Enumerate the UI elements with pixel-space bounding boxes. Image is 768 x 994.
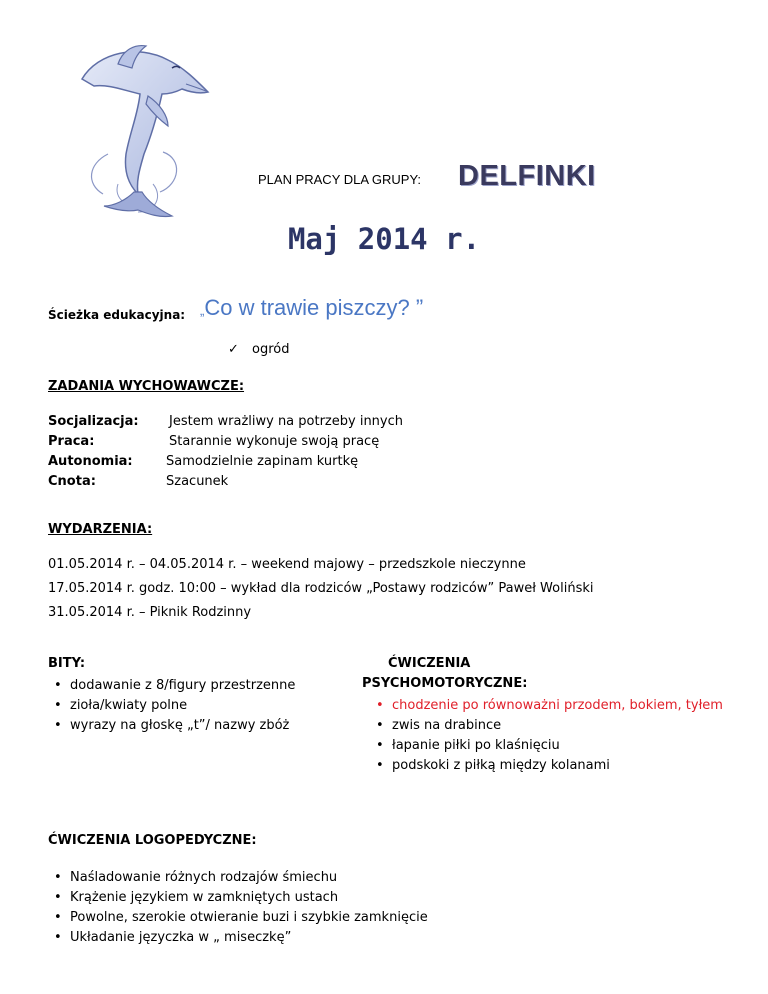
logo-heading: ĆWICZENIA LOGOPEDYCZNE: <box>48 833 257 848</box>
plan-label: PLAN PRACY DLA GRUPY: <box>258 172 422 187</box>
month-title: Maj 2014 r. <box>287 222 481 256</box>
checkmark-icon: ✓ <box>228 342 239 357</box>
list-item: • podskoki z piłką między kolanami <box>370 756 600 776</box>
list-item: • zioła/kwiaty polne <box>48 696 295 716</box>
task-label: Cnota: <box>48 474 96 489</box>
checklist-item <box>228 342 289 357</box>
event-item: 31.05.2014 r. – Piknik Rodzinny <box>48 605 252 620</box>
bity-list <box>48 676 295 736</box>
task-label: Autonomia: <box>48 454 133 469</box>
list-item: • Powolne, szerokie otwieranie buzi i szybkie zamknięcie <box>48 908 428 928</box>
bity-heading: BITY: <box>48 656 86 671</box>
psycho-heading-line1: ĆWICZENIA <box>388 656 471 671</box>
task-value: Starannie wykonuje swoją pracę <box>169 434 380 449</box>
task-value: Samodzielnie zapinam kurtkę <box>166 454 359 469</box>
path-title <box>200 295 423 321</box>
task-value: Szacunek <box>166 474 229 489</box>
list-item: • Układanie języczka w „ miseczkę” <box>48 928 428 948</box>
list-item: • łapanie piłki po klaśnięciu <box>370 736 600 756</box>
event-item: 01.05.2014 r. – 04.05.2014 r. – weekend majowy – przedszkole nieczynne <box>48 557 526 572</box>
task-value: Jestem wrażliwy na potrzeby innych <box>169 414 403 429</box>
dolphin-illustration <box>68 34 218 224</box>
path-label: Ścieżka edukacyjna: <box>48 308 186 322</box>
tasks-heading: ZADANIA WYCHOWAWCZE: <box>48 379 245 394</box>
list-item: • Krążenie językiem w zamkniętych ustach <box>48 888 428 908</box>
task-label: Praca: <box>48 434 95 449</box>
list-item: • wyrazy na głoskę „t”/ nazwy zbóż <box>48 716 295 736</box>
path-title-text: Co w trawie piszczy? ” <box>204 295 424 320</box>
list-item: • chodzenie po równoważni przodem, bokiem, tyłem <box>370 696 600 716</box>
list-item: • dodawanie z 8/figury przestrzenne <box>48 676 295 696</box>
checklist-item-text: ogród <box>252 342 290 357</box>
task-label: Socjalizacja: <box>48 414 139 429</box>
list-item: • Naśladowanie różnych rodzajów śmiechu <box>48 868 428 888</box>
group-name: DELFINKI <box>458 160 596 192</box>
psycho-heading-line2: PSYCHOMOTORYCZNE: <box>362 676 528 691</box>
events-heading: WYDARZENIA: <box>48 522 153 537</box>
psycho-list <box>370 696 723 776</box>
list-item: • zwis na drabince <box>370 716 600 736</box>
logo-list <box>48 868 428 948</box>
event-item: 17.05.2014 r. godz. 10:00 – wykład dla rodziców „Postawy rodziców” Paweł Woliński <box>48 581 594 596</box>
path-open-quote: „ <box>200 303 205 318</box>
